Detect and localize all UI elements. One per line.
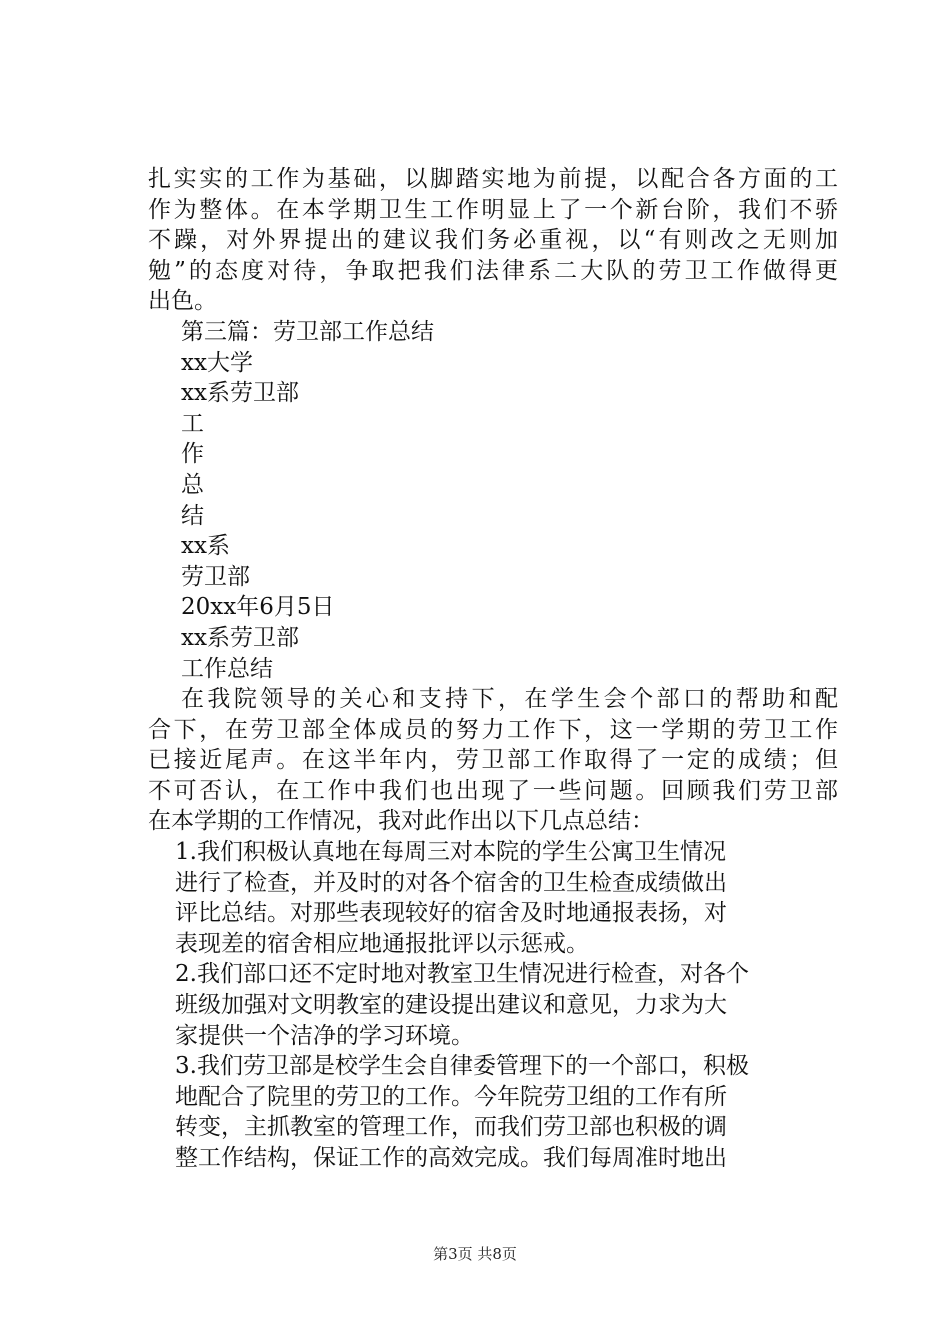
list-item-line: 表现差的宿舍相应地通报批评以示惩戒。 — [175, 930, 589, 957]
text-line: 在我院领导的关心和支持下，在学生会个部口的帮助和配 — [181, 686, 838, 713]
list-item-line: 3.我们劳卫部是校学生会自律委管理下的一个部口，积极 — [175, 1053, 749, 1080]
list-item-line: 班级加强对文明教室的建设提出建议和意见，力求为大 — [175, 992, 727, 1019]
text-line: 合下，在劳卫部全体成员的努力工作下，这一学期的劳卫工作 — [148, 716, 838, 743]
list-item-line: 进行了检查，并及时的对各个宿舍的卫生检查成绩做出 — [175, 869, 727, 896]
page-number-footer: 第3页 共8页 — [433, 1245, 517, 1263]
text-line: 在本学期的工作情况，我对此作出以下几点总结： — [148, 808, 654, 835]
list-item-line: 转变，主抓教室的管理工作，而我们劳卫部也积极的调 — [175, 1114, 727, 1141]
list-item-line: 家提供一个洁净的学习环境。 — [175, 1022, 474, 1049]
text-line: 勉”的态度对待，争取把我们法律系二大队的劳卫工作做得更 — [148, 257, 838, 284]
text-line: xx大学 — [181, 349, 253, 376]
text-line: 劳卫部 — [181, 563, 250, 590]
text-line: 工 — [181, 410, 204, 437]
text-line: 已接近尾声。在这半年内，劳卫部工作取得了一定的成绩；但 — [148, 747, 838, 774]
list-item-line: 地配合了院里的劳卫的工作。今年院劳卫组的工作有所 — [175, 1083, 727, 1110]
list-item-line: 2.我们部口还不定时地对教室卫生情况进行检查，对各个 — [175, 961, 749, 988]
list-item-line: 1.我们积极认真地在每周三对本院的学生公寓卫生情况 — [175, 839, 726, 866]
text-line: 扎实实的工作为基础，以脚踏实地为前提，以配合各方面的工 — [148, 166, 838, 192]
text-line: 作 — [181, 441, 204, 468]
text-line: 结 — [181, 502, 204, 529]
date-line: 20xx年6月5日 — [181, 594, 335, 621]
list-item-line: 整工作结构，保证工作的高效完成。我们每周准时地出 — [175, 1145, 727, 1171]
section-heading: 第三篇：劳卫部工作总结 — [181, 318, 434, 345]
text-line: 不躁，对外界提出的建议我们务必重视，以“有则改之无则加 — [148, 227, 838, 254]
document-body — [148, 164, 838, 1174]
text-line: 工作总结 — [181, 655, 273, 682]
list-item-line: 评比总结。对那些表现较好的宿舍及时地通报表扬，对 — [175, 900, 727, 927]
text-line: 总 — [181, 471, 204, 498]
text-line: xx系 — [181, 533, 230, 560]
text-line: 出色。 — [148, 288, 217, 315]
text-line: 不可否认，在工作中我们也出现了一些问题。回顾我们劳卫部 — [148, 777, 838, 804]
text-line: 作为整体。在本学期卫生工作明显上了一个新台阶，我们不骄 — [148, 196, 838, 223]
text-line: xx系劳卫部 — [181, 380, 299, 407]
text-line: xx系劳卫部 — [181, 624, 299, 651]
